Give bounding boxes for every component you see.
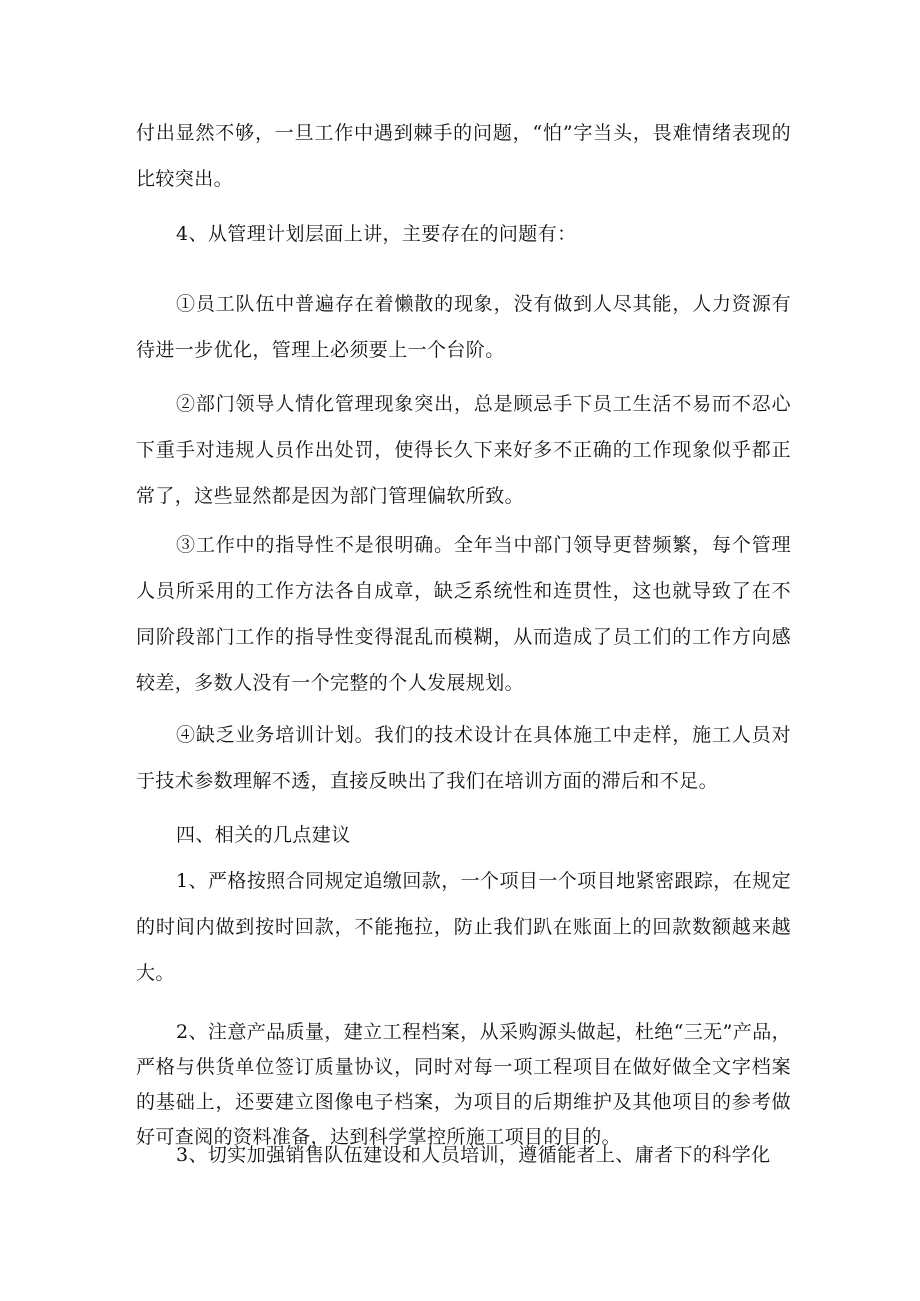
paragraph-issue-4: ④缺乏业务培训计划。我们的技术设计在具体施工中走样，施工人员对于技术参数理解不透，直接反映出了我们在培训方面的滞后和不足。 <box>136 724 791 792</box>
paragraph-item-4: 4、从管理计划层面上讲，主要存在的问题有： <box>176 223 577 245</box>
section-heading-suggestions: 四、相关的几点建议 <box>176 824 351 846</box>
paragraph-continuation: 付出显然不够，一旦工作中遇到棘手的问题，“怕”字当头，畏难情绪表现的比较突出。 <box>136 122 791 190</box>
paragraph-issue-2: ②部门领导人情化管理现象突出，总是顾忌手下员工生活不易而不忍心下重手对违规人员作出处罚，使得长久下来好多不正确的工作现象似乎都正常了，这些显然都是因为部门管理偏软所致。 <box>136 393 791 507</box>
paragraph-suggestion-3: 3、切实加强销售队伍建设和人员培训，遵循能者上、庸者下的科学化 <box>176 1144 771 1166</box>
paragraph-issue-3: ③工作中的指导性不是很明确。全年当中部门领导更替频繁，每个管理人员所采用的工作方法各自成章，缺乏系统性和连贯性，这也就导致了在不同阶段部门工作的指导性变得混乱而模糊，从而造成了员工们的工作方向感较差，多数人没有一个完整的个人发展规划。 <box>136 534 791 694</box>
paragraph-suggestion-1: 1、严格按照合同规定追缴回款，一个项目一个项目地紧密跟踪，在规定的时间内做到按时回款，不能拖拉，防止我们趴在账面上的回款数额越来越大。 <box>136 870 791 984</box>
paragraph-issue-1: ①员工队伍中普遍存在着懒散的现象，没有做到人尽其能，人力资源有待进一步优化，管理上必须要上一个台阶。 <box>136 293 791 361</box>
paragraph-suggestion-2: 2、注意产品质量，建立工程档案，从采购源头做起，杜绝“三无”产品，严格与供货单位签订质量协议，同时对每一项工程项目在做好做全文字档案的基础上，还要建立图像电子档案，为项目的后期维护及其他项目的参考做好可查阅的资料准备，达到科学掌控所施工项目的目的。 <box>136 1021 791 1148</box>
